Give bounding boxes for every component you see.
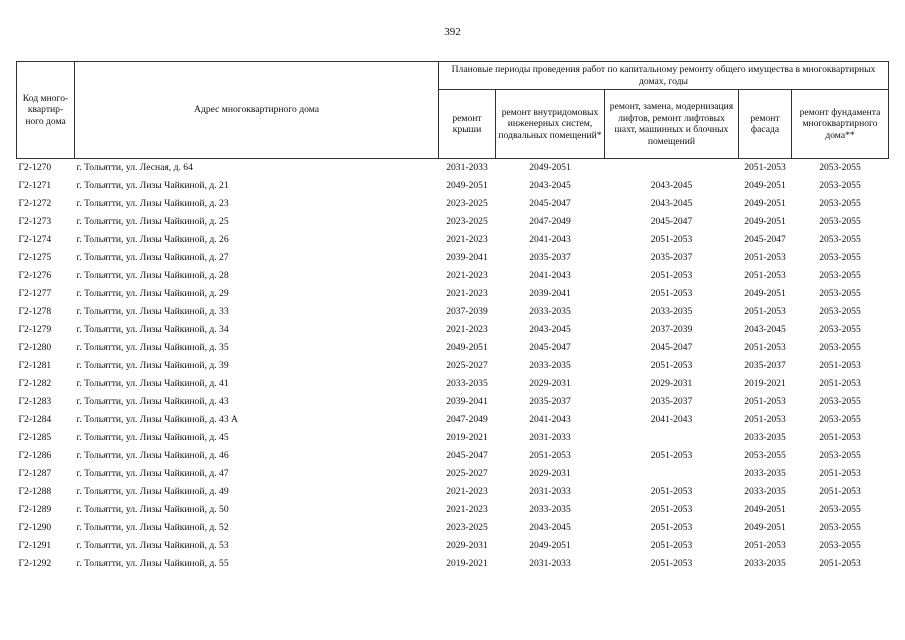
cell-facade: 2051-2053 bbox=[744, 396, 786, 407]
cell-roof: 2023-2025 bbox=[446, 522, 488, 533]
cell-roof: 2047-2049 bbox=[446, 414, 488, 425]
table-row bbox=[17, 285, 889, 303]
cell-roof: 2019-2021 bbox=[446, 432, 488, 443]
cell-address: г. Тольятти, ул. Лизы Чайкиной, д. 28 bbox=[76, 270, 229, 281]
cell-address: г. Тольятти, ул. Лизы Чайкиной, д. 21 bbox=[76, 180, 229, 191]
cell-code: Г2-1273 bbox=[18, 216, 52, 227]
cell-systems: 2043-2045 bbox=[529, 324, 571, 335]
cell-systems: 2033-2035 bbox=[529, 360, 571, 371]
cell-code: Г2-1271 bbox=[18, 180, 52, 191]
cell-code: Г2-1292 bbox=[18, 558, 52, 569]
table-row bbox=[17, 213, 889, 231]
cell-foundation: 2053-2055 bbox=[819, 216, 861, 227]
cell-code: Г2-1284 bbox=[18, 414, 52, 425]
cell-roof: 2023-2025 bbox=[446, 216, 488, 227]
cell-systems: 2039-2041 bbox=[529, 288, 571, 299]
cell-facade: 2051-2053 bbox=[744, 342, 786, 353]
cell-foundation: 2053-2055 bbox=[819, 522, 861, 533]
cell-foundation: 2053-2055 bbox=[792, 159, 889, 178]
cell-roof: 2023-2025 bbox=[446, 198, 488, 209]
cell-facade: 2049-2051 bbox=[744, 180, 786, 191]
cell-facade: 2051-2053 bbox=[744, 540, 786, 551]
cell-code: Г2-1270 bbox=[17, 159, 75, 178]
cell-code: Г2-1287 bbox=[18, 468, 52, 479]
cell-lifts: 2051-2053 bbox=[650, 270, 693, 281]
cell-address: г. Тольятти, ул. Лизы Чайкиной, д. 26 bbox=[76, 234, 229, 245]
cell-roof: 2049-2051 bbox=[446, 180, 488, 191]
table-row bbox=[17, 429, 889, 447]
cell-address: г. Тольятти, ул. Лизы Чайкиной, д. 34 bbox=[76, 324, 229, 335]
table-row bbox=[17, 375, 889, 393]
cell-facade: 2049-2051 bbox=[744, 288, 786, 299]
cell-address: г. Тольятти, ул. Лизы Чайкиной, д. 50 bbox=[76, 504, 229, 515]
cell-foundation: 2051-2053 bbox=[819, 468, 861, 479]
cell-code: Г2-1278 bbox=[18, 306, 52, 317]
cell-address: г. Тольятти, ул. Лизы Чайкиной, д. 53 bbox=[76, 540, 229, 551]
cell-systems: 2041-2043 bbox=[529, 270, 571, 281]
cell-foundation: 2053-2055 bbox=[819, 234, 861, 245]
table-row bbox=[17, 447, 889, 465]
cell-roof: 2037-2039 bbox=[446, 306, 488, 317]
cell-foundation: 2051-2053 bbox=[819, 558, 861, 569]
cell-code: Г2-1289 bbox=[18, 504, 52, 515]
cell-lifts: 2051-2053 bbox=[650, 486, 693, 497]
cell-systems: 2045-2047 bbox=[529, 198, 571, 209]
cell-roof: 2019-2021 bbox=[446, 558, 488, 569]
cell-lifts: 2051-2053 bbox=[650, 504, 693, 515]
cell-systems: 2049-2051 bbox=[529, 540, 571, 551]
cell-roof: 2033-2035 bbox=[446, 378, 488, 389]
cell-facade: 2033-2035 bbox=[744, 558, 786, 569]
cell-address: г. Тольятти, ул. Лизы Чайкиной, д. 46 bbox=[76, 450, 229, 461]
cell-lifts: 2043-2045 bbox=[650, 180, 693, 191]
table-row bbox=[17, 249, 889, 267]
cell-roof: 2021-2023 bbox=[446, 270, 488, 281]
cell-foundation: 2053-2055 bbox=[819, 198, 861, 209]
cell-foundation: 2053-2055 bbox=[819, 288, 861, 299]
cell-facade: 2053-2055 bbox=[744, 450, 786, 461]
cell-systems: 2041-2043 bbox=[529, 234, 571, 245]
cell-lifts bbox=[605, 429, 739, 447]
cell-lifts: 2051-2053 bbox=[650, 234, 693, 245]
cell-roof: 2021-2023 bbox=[446, 486, 488, 497]
cell-foundation: 2053-2055 bbox=[819, 324, 861, 335]
cell-address: г. Тольятти, ул. Лизы Чайкиной, д. 41 bbox=[76, 378, 229, 389]
cell-facade: 2051-2053 bbox=[744, 414, 786, 425]
cell-systems: 2029-2031 bbox=[529, 468, 571, 479]
cell-roof: 2031-2033 bbox=[439, 159, 496, 178]
cell-systems: 2031-2033 bbox=[529, 558, 571, 569]
cell-systems: 2035-2037 bbox=[529, 252, 571, 263]
cell-lifts bbox=[605, 159, 739, 178]
cell-foundation: 2051-2053 bbox=[819, 378, 861, 389]
cell-roof: 2021-2023 bbox=[446, 324, 488, 335]
cell-code: Г2-1277 bbox=[18, 288, 52, 299]
cell-foundation: 2053-2055 bbox=[819, 180, 861, 191]
cell-systems: 2031-2033 bbox=[529, 432, 571, 443]
cell-address: г. Тольятти, ул. Лизы Чайкиной, д. 29 bbox=[76, 288, 229, 299]
cell-facade: 2051-2053 bbox=[744, 252, 786, 263]
cell-roof: 2049-2051 bbox=[446, 342, 488, 353]
cell-lifts: 2035-2037 bbox=[650, 252, 693, 263]
table-row bbox=[17, 321, 889, 339]
header-code: Код много-квартир-ного дома bbox=[17, 62, 75, 159]
cell-roof: 2025-2027 bbox=[446, 360, 488, 371]
cell-address: г. Тольятти, ул. Лизы Чайкиной, д. 43 bbox=[76, 396, 229, 407]
table-row bbox=[17, 483, 889, 501]
cell-address: г. Тольятти, ул. Лизы Чайкиной, д. 23 bbox=[76, 198, 229, 209]
cell-systems: 2049-2051 bbox=[496, 159, 605, 178]
cell-foundation: 2053-2055 bbox=[819, 396, 861, 407]
cell-foundation: 2051-2053 bbox=[819, 360, 861, 371]
cell-lifts: 2051-2053 bbox=[650, 450, 693, 461]
cell-code: Г2-1274 bbox=[18, 234, 52, 245]
cell-code: Г2-1283 bbox=[18, 396, 52, 407]
table-row bbox=[17, 555, 889, 573]
cell-foundation: 2053-2055 bbox=[819, 450, 861, 461]
table-row bbox=[17, 177, 889, 195]
cell-code: Г2-1280 bbox=[18, 342, 52, 353]
cell-roof: 2021-2023 bbox=[446, 234, 488, 245]
cell-roof: 2029-2031 bbox=[446, 540, 488, 551]
cell-lifts: 2051-2053 bbox=[650, 360, 693, 371]
cell-foundation: 2051-2053 bbox=[819, 432, 861, 443]
cell-systems: 2051-2053 bbox=[529, 450, 571, 461]
cell-code: Г2-1272 bbox=[18, 198, 52, 209]
cell-roof: 2021-2023 bbox=[446, 288, 488, 299]
cell-facade: 2033-2035 bbox=[744, 468, 786, 479]
cell-facade: 2051-2053 bbox=[744, 270, 786, 281]
cell-facade: 2051-2053 bbox=[739, 159, 792, 178]
cell-systems: 2029-2031 bbox=[529, 378, 571, 389]
cell-foundation: 2053-2055 bbox=[819, 306, 861, 317]
cell-code: Г2-1276 bbox=[18, 270, 52, 281]
header-facade: ремонт фасада bbox=[739, 90, 792, 159]
header-planned-periods: Плановые периоды проведения работ по капитальному ремонту общего имущества в многоквартирных домах, годы bbox=[439, 62, 889, 90]
cell-address: г. Тольятти, ул. Лизы Чайкиной, д. 52 bbox=[76, 522, 229, 533]
table-row bbox=[17, 159, 889, 178]
cell-lifts: 2051-2053 bbox=[650, 522, 693, 533]
header-lifts: ремонт, замена, модернизация лифтов, ремонт лифтовых шахт, машинных и блочных помещений bbox=[605, 90, 739, 159]
cell-code: Г2-1290 bbox=[18, 522, 52, 533]
cell-address: г. Тольятти, ул. Лесная, д. 64 bbox=[75, 159, 439, 178]
cell-address: г. Тольятти, ул. Лизы Чайкиной, д. 39 bbox=[76, 360, 229, 371]
table-row bbox=[17, 537, 889, 555]
cell-facade: 2045-2047 bbox=[744, 234, 786, 245]
cell-lifts: 2033-2035 bbox=[650, 306, 693, 317]
cell-systems: 2043-2045 bbox=[529, 522, 571, 533]
table-row bbox=[17, 501, 889, 519]
repair-schedule-table bbox=[16, 61, 889, 573]
cell-lifts: 2051-2053 bbox=[650, 540, 693, 551]
table-row bbox=[17, 267, 889, 285]
header-systems: ремонт внутридомовых инженерных систем, подвальных помещений* bbox=[496, 90, 605, 159]
cell-lifts: 2051-2053 bbox=[650, 558, 693, 569]
cell-systems: 2031-2033 bbox=[529, 486, 571, 497]
cell-systems: 2045-2047 bbox=[529, 342, 571, 353]
cell-lifts: 2051-2053 bbox=[650, 288, 693, 299]
cell-facade: 2049-2051 bbox=[744, 504, 786, 515]
table-row bbox=[17, 303, 889, 321]
table-row bbox=[17, 339, 889, 357]
cell-foundation: 2053-2055 bbox=[819, 270, 861, 281]
cell-systems: 2033-2035 bbox=[529, 306, 571, 317]
table-row bbox=[17, 519, 889, 537]
table-body bbox=[17, 159, 889, 574]
cell-lifts bbox=[605, 465, 739, 483]
cell-lifts: 2037-2039 bbox=[650, 324, 693, 335]
cell-address: г. Тольятти, ул. Лизы Чайкиной, д. 55 bbox=[76, 558, 229, 569]
cell-code: Г2-1275 bbox=[18, 252, 52, 263]
header-roof: ремонт крыши bbox=[439, 90, 496, 159]
cell-systems: 2043-2045 bbox=[529, 180, 571, 191]
cell-foundation: 2053-2055 bbox=[819, 540, 861, 551]
table-row bbox=[17, 231, 889, 249]
cell-address: г. Тольятти, ул. Лизы Чайкиной, д. 43 А bbox=[76, 414, 238, 425]
table-row bbox=[17, 411, 889, 429]
cell-facade: 2043-2045 bbox=[744, 324, 786, 335]
table-row bbox=[17, 195, 889, 213]
cell-foundation: 2053-2055 bbox=[819, 252, 861, 263]
cell-foundation: 2053-2055 bbox=[819, 504, 861, 515]
cell-facade: 2049-2051 bbox=[744, 198, 786, 209]
cell-facade: 2049-2051 bbox=[744, 522, 786, 533]
cell-facade: 2049-2051 bbox=[744, 216, 786, 227]
cell-address: г. Тольятти, ул. Лизы Чайкиной, д. 33 bbox=[76, 306, 229, 317]
cell-foundation: 2053-2055 bbox=[819, 342, 861, 353]
cell-facade: 2033-2035 bbox=[744, 432, 786, 443]
cell-lifts: 2029-2031 bbox=[650, 378, 693, 389]
cell-address: г. Тольятти, ул. Лизы Чайкиной, д. 35 bbox=[76, 342, 229, 353]
cell-lifts: 2045-2047 bbox=[650, 216, 693, 227]
cell-address: г. Тольятти, ул. Лизы Чайкиной, д. 25 bbox=[76, 216, 229, 227]
cell-address: г. Тольятти, ул. Лизы Чайкиной, д. 49 bbox=[76, 486, 229, 497]
page-number: 392 bbox=[444, 26, 461, 38]
cell-lifts: 2043-2045 bbox=[650, 198, 693, 209]
cell-systems: 2033-2035 bbox=[529, 504, 571, 515]
cell-code: Г2-1291 bbox=[18, 540, 52, 551]
cell-roof: 2039-2041 bbox=[446, 396, 488, 407]
table-row bbox=[17, 393, 889, 411]
cell-roof: 2045-2047 bbox=[446, 450, 488, 461]
cell-code: Г2-1282 bbox=[18, 378, 52, 389]
cell-facade: 2051-2053 bbox=[744, 306, 786, 317]
cell-foundation: 2051-2053 bbox=[819, 486, 861, 497]
cell-roof: 2039-2041 bbox=[446, 252, 488, 263]
cell-facade: 2035-2037 bbox=[744, 360, 786, 371]
cell-code: Г2-1281 bbox=[18, 360, 52, 371]
cell-address: г. Тольятти, ул. Лизы Чайкиной, д. 27 bbox=[76, 252, 229, 263]
cell-code: Г2-1288 bbox=[18, 486, 52, 497]
cell-systems: 2035-2037 bbox=[529, 396, 571, 407]
cell-address: г. Тольятти, ул. Лизы Чайкиной, д. 47 bbox=[76, 468, 229, 479]
cell-lifts: 2035-2037 bbox=[650, 396, 693, 407]
cell-address: г. Тольятти, ул. Лизы Чайкиной, д. 45 bbox=[76, 432, 229, 443]
cell-systems: 2047-2049 bbox=[529, 216, 571, 227]
cell-roof: 2021-2023 bbox=[446, 504, 488, 515]
cell-code: Г2-1285 bbox=[18, 432, 52, 443]
cell-foundation: 2053-2055 bbox=[819, 414, 861, 425]
cell-facade: 2033-2035 bbox=[744, 486, 786, 497]
cell-facade: 2019-2021 bbox=[744, 378, 786, 389]
cell-systems: 2041-2043 bbox=[529, 414, 571, 425]
header-foundation: ремонт фундамента многоквартирного дома** bbox=[792, 90, 889, 159]
cell-roof: 2025-2027 bbox=[446, 468, 488, 479]
cell-lifts: 2045-2047 bbox=[650, 342, 693, 353]
cell-lifts: 2041-2043 bbox=[650, 414, 693, 425]
table-row bbox=[17, 357, 889, 375]
cell-code: Г2-1286 bbox=[18, 450, 52, 461]
cell-code: Г2-1279 bbox=[18, 324, 52, 335]
table-row bbox=[17, 465, 889, 483]
header-address: Адрес многоквартирного дома bbox=[75, 62, 439, 159]
